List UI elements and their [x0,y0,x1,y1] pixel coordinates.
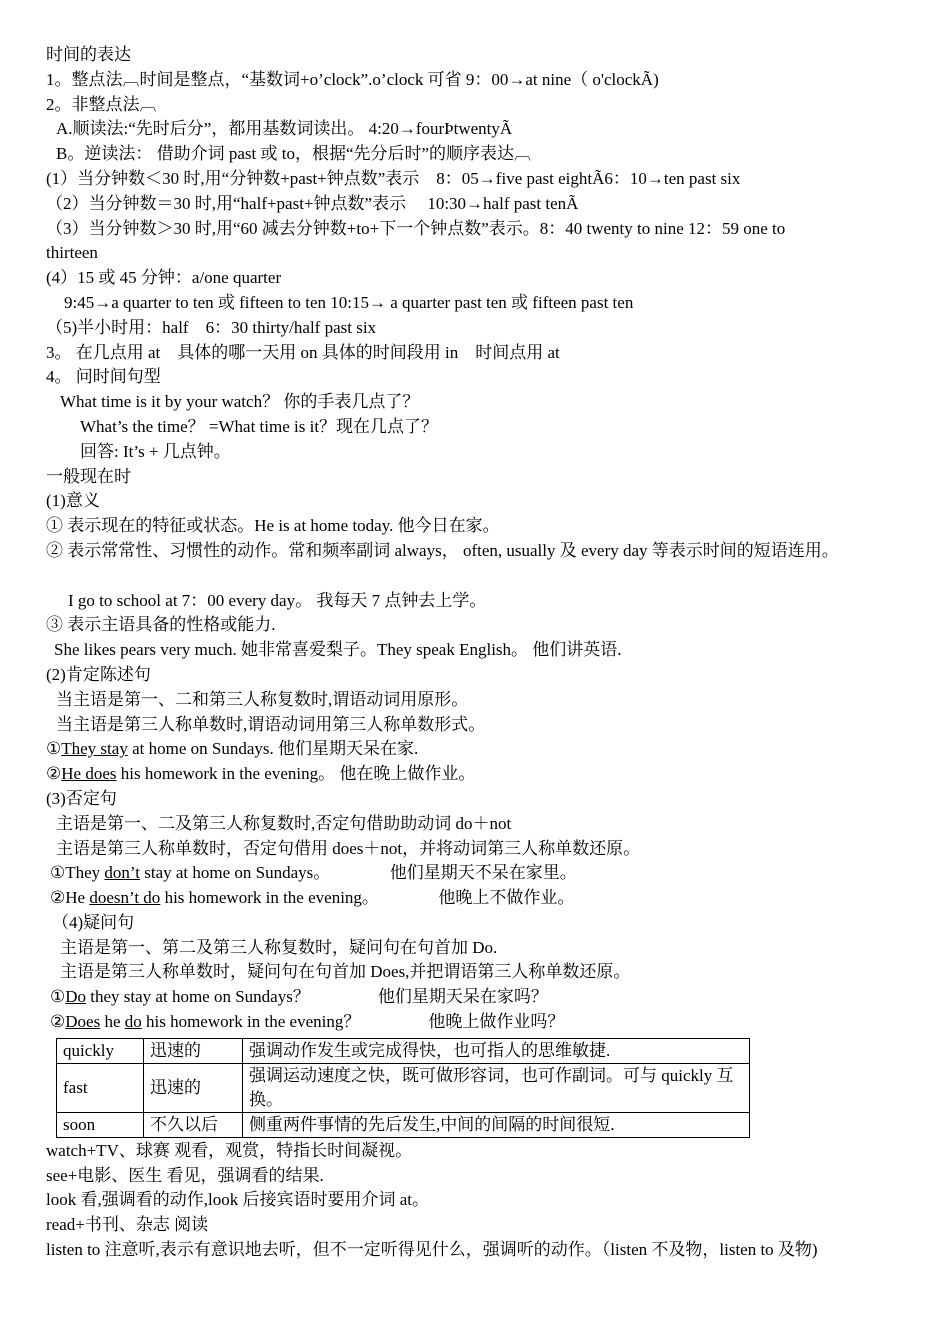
line-text: ②He [50,888,90,908]
line-text: his homework in the evening？ 他晚上做作业吗？ [141,1012,565,1032]
word-comparison-table [56,1038,750,1138]
line-text: 回答: It’s + 几点钟。 [80,441,231,461]
text-line [46,167,946,192]
text-line [46,985,946,1010]
text-line [46,341,946,366]
text-line: listen to 注意听,表示有意识地去听，但不一定听得见什么，强调听的动作。（listen 不及物，listen to 及物) [46,1240,818,1260]
underlined-text: He does [61,764,117,784]
text-line [46,316,946,341]
line-text: stay at home on Sundays。 他们星期天不呆在家里。 [140,863,577,883]
meaning-cell: 迅速的 [144,1038,243,1063]
line-text: ② [46,764,62,784]
line-text: he [100,1012,125,1032]
underlined-text: They stay [61,739,128,759]
line-text: （3）当分钟数＞30 时,用“60 减去分钟数+to+下一个钟点数”表示。8：40 twenty to nine 12：59 one to [46,218,786,238]
line-text: 4。 问时间句型 [46,367,161,387]
line-text: 3。 在几点用 at 具体的哪一天用 on 具体的时间段用 in 时间点用 at [46,342,560,362]
text-line [46,886,946,911]
meaning-cell: 不久以后 [144,1112,243,1137]
text-line [46,911,946,936]
document-body [46,43,946,1263]
text-line [46,812,946,837]
line-text: ①They [50,863,105,883]
verb-usage-notes [46,1139,946,1263]
text-line [46,613,946,638]
text-line [46,415,946,440]
line-text: 9:45→a quarter to ten 或 fifteen to ten 10:15→ a quarter past ten 或 fifteen past ten [64,292,634,312]
grammar-notes [46,43,946,1035]
line-text: 一般现在时 [46,466,131,486]
text-line [46,539,946,564]
text-line [46,43,946,68]
line-text: his homework in the evening。 他在晚上做作业。 [116,764,476,784]
text-line: watch+TV、球赛 观看，观赏，特指长时间凝视。 [46,1140,413,1160]
word-cell: fast [57,1063,144,1112]
line-text: 当主语是第一、二和第三人称复数时,谓语动词用原形。 [56,689,469,709]
text-line [46,514,946,539]
underlined-text: Does [65,1012,101,1032]
text-line [46,465,946,490]
underlined-text: Do [65,987,87,1007]
text-line [46,762,946,787]
note-cell: 侧重两件事情的先后发生,中间的间隔的时间很短. [243,1112,750,1137]
table-row [57,1063,750,1112]
text-line: read+书刊、杂志 阅读 [46,1215,209,1235]
line-text: （2）当分钟数＝30 时,用“half+past+钟点数”表示 10:30→half past tenÃ [46,193,579,213]
line-text: 主语是第三人称单数时，疑问句在句首加 Does,并把谓语第三人称单数还原。 [60,962,631,982]
line-text: they stay at home on Sundays？ 他们星期天呆在家吗？ [86,987,548,1007]
line-text: 2。非整点法︹ [46,94,157,114]
line-text: She likes pears very much. 她非常喜爱梨子。They speak English。 他们讲英语. [54,640,622,660]
line-text: ② [50,1012,66,1032]
note-cell: 强调动作发生或完成得快，也可指人的思维敏捷. [243,1038,750,1063]
line-text: What time is it by your watch？ 你的手表几点了？ [60,392,420,412]
text-line [46,68,946,93]
text-line [46,564,946,589]
line-text: What’s the time？ =What time is it？现在几点了？ [80,416,439,436]
line-text: 1。整点法︹时间是整点，“基数词+o’clock”.o’clock 可省 9：00→at nine（ o'clockÃ) [46,69,659,89]
underlined-text: don’t [104,863,140,883]
table-row [57,1038,750,1063]
text-line [46,638,946,663]
line-text: B。逆读法： 借助介词 past 或 to，根据“先分后时”的顺序表达︹ [56,144,532,164]
line-text: （5)半小时用：half 6：30 thirty/half past six [46,317,377,337]
line-text: ① 表示现在的特征或状态。He is at home today. 他今日在家。 [46,516,500,536]
line-text: ① [46,739,62,759]
line-text: A.顺读法:“先时后分”，都用基数词读出。 4:20→fourÞtwentyÃ [56,119,513,139]
text-line [46,117,946,142]
line-text: thirteen [46,243,98,263]
line-text: 主语是第一、二及第三人称复数时,否定句借助助动词 do＋not [56,813,512,833]
line-text: at home on Sundays. 他们星期天呆在家. [127,739,419,759]
underlined-text: doesn’t do [89,888,161,908]
text-line: look 看,强调看的动作,look 后接宾语时要用介词 at。 [46,1190,429,1210]
text-line [46,936,946,961]
underlined-text: do [124,1012,142,1032]
text-line [46,837,946,862]
meaning-cell: 迅速的 [144,1063,243,1112]
text-line [46,960,946,985]
note-cell: 强调运动速度之快，既可做形容词，也可作副词。可与 quickly 互换。 [243,1063,750,1112]
line-text: ③ 表示主语具备的性格或能力. [46,615,276,635]
text-line [46,266,946,291]
line-text: ② 表示常常性、习惯性的动作。常和频率副词 always， often, usually 及 every day 等表示时间的短语连用。 [46,540,839,560]
line-text: his homework in the evening。 他晚上不做作业。 [160,888,575,908]
text-line [46,663,946,688]
text-line [46,589,946,614]
text-line [46,713,946,738]
line-text: I go to school at 7：00 every day。 我每天 7 点钟去上学。 [68,590,487,610]
line-text: 时间的表达 [46,45,131,64]
text-line [46,241,946,266]
text-line [46,688,946,713]
text-line [46,142,946,167]
text-line [46,217,946,242]
text-line [46,93,946,118]
text-line [46,787,946,812]
line-text: (1）当分钟数＜30 时,用“分钟数+past+钟点数”表示 8：05→five past eightÃ6：10→ten past six [46,168,741,188]
word-cell: soon [57,1112,144,1137]
text-line [46,192,946,217]
text-line [46,440,946,465]
text-line [46,390,946,415]
table-row [57,1112,750,1137]
text-line [46,861,946,886]
line-text: 主语是第一、第二及第三人称复数时，疑问句在句首加 Do. [60,937,498,957]
line-text: （4)疑问句 [52,912,135,932]
line-text: 当主语是第三人称单数时,谓语动词用第三人称单数形式。 [56,714,486,734]
word-cell: quickly [57,1038,144,1063]
line-text: (4）15 或 45 分钟：a/one quarter [46,268,282,288]
text-line [46,737,946,762]
text-line: see+电影、医生 看见，强调看的结果. [46,1165,324,1185]
line-text: (2)肯定陈述句 [46,664,151,684]
text-line [46,1010,946,1035]
text-line [46,365,946,390]
line-text: (3)否定句 [46,788,117,808]
line-text: 主语是第三人称单数时，否定句借用 does＋not，并将动词第三人称单数还原。 [56,838,641,858]
text-line [46,489,946,514]
text-line [46,291,946,316]
line-text: (1)意义 [46,491,100,511]
line-text: ① [50,987,66,1007]
